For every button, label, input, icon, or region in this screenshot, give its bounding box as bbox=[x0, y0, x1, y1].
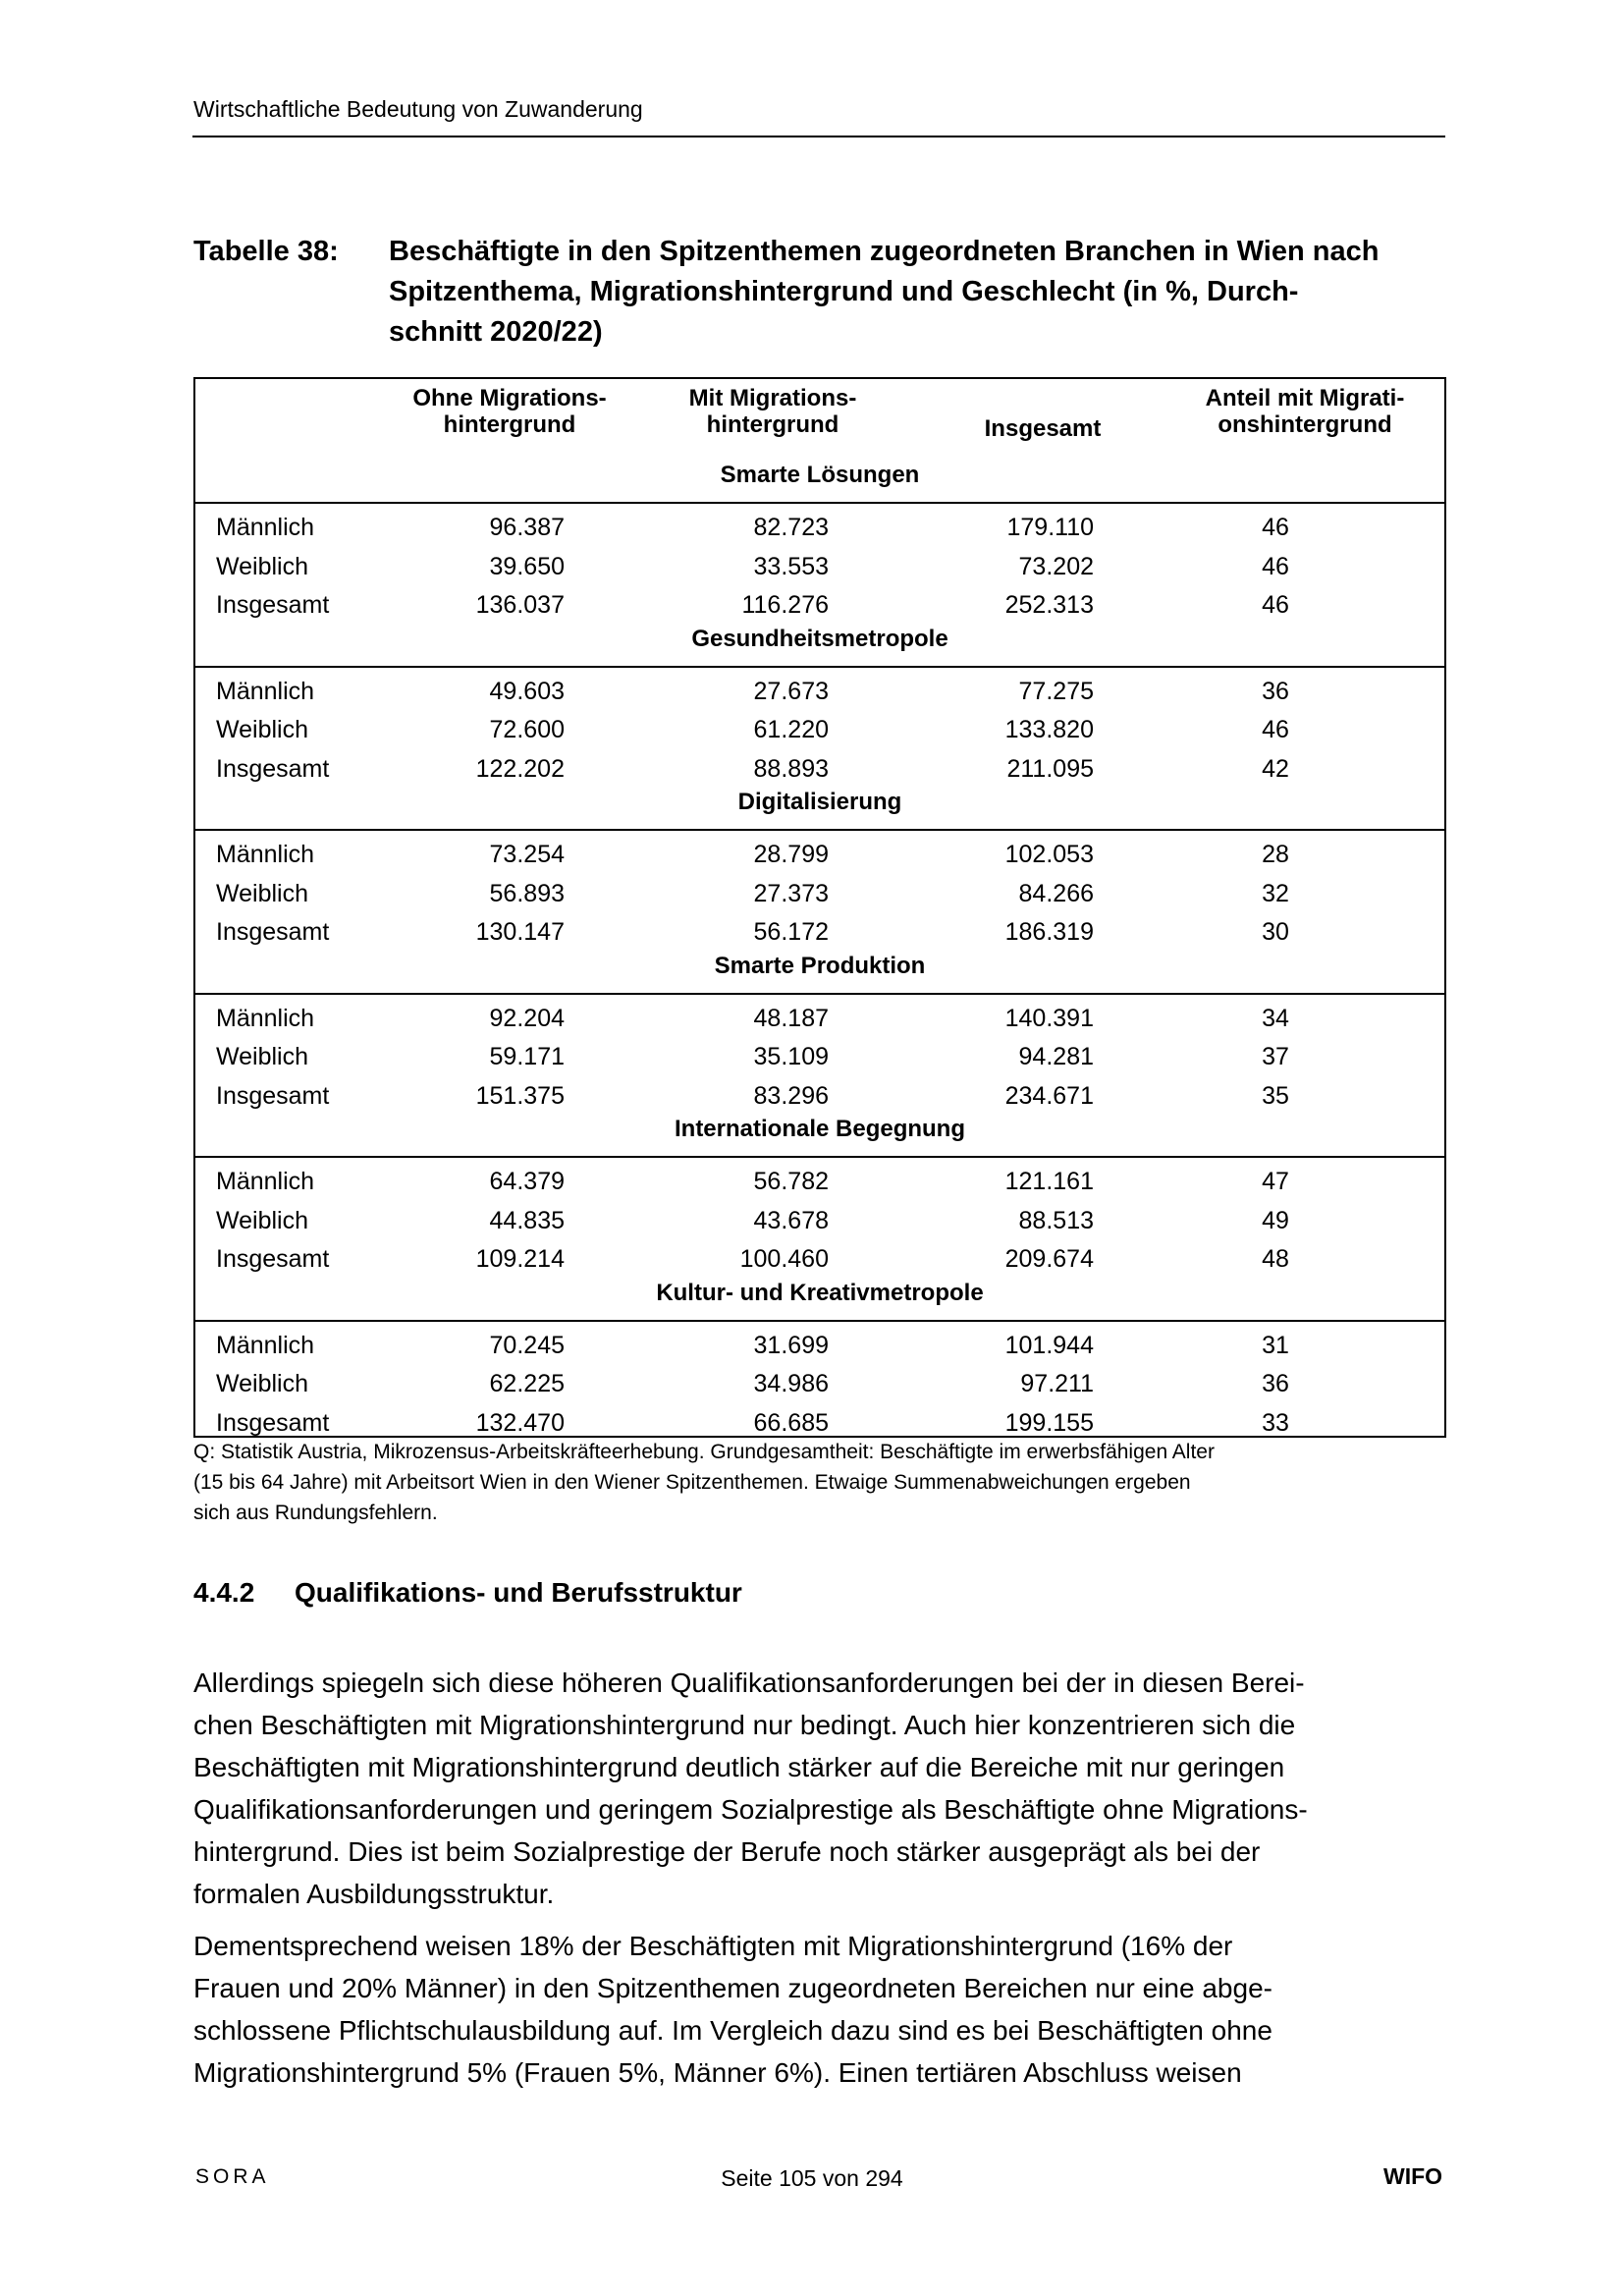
table-cell-insgesamt: 73.202 bbox=[1018, 552, 1094, 580]
table-cell-anteil: 47 bbox=[1262, 1168, 1289, 1195]
table-cell-insgesamt: 101.944 bbox=[1004, 1331, 1094, 1359]
table-cell-anteil: 35 bbox=[1262, 1081, 1289, 1110]
col-header-ohne-l2: hintergrund bbox=[443, 411, 576, 438]
table-cell-anteil: 46 bbox=[1262, 716, 1289, 743]
table-cell-label: Weiblich bbox=[216, 1206, 309, 1234]
table-cell-mit: 27.373 bbox=[753, 879, 829, 907]
col-header-anteil-l2: onshintergrund bbox=[1218, 411, 1392, 438]
table-cell-label: Insgesamt bbox=[216, 918, 330, 946]
table-cell-mit: 43.678 bbox=[753, 1206, 829, 1234]
section-divider bbox=[195, 993, 1444, 995]
table-cell-insgesamt: 102.053 bbox=[1004, 841, 1094, 868]
section-title-row: Digitalisierung bbox=[737, 789, 902, 815]
section-title-row: Internationale Begegnung bbox=[674, 1116, 965, 1142]
table-cell-label: Weiblich bbox=[216, 879, 309, 907]
table-cell-ohne: 49.603 bbox=[489, 677, 565, 705]
table-cell-insgesamt: 133.820 bbox=[1004, 716, 1094, 743]
table-cell-mit: 116.276 bbox=[741, 591, 829, 619]
table-cell-mit: 66.685 bbox=[753, 1408, 829, 1437]
data-table bbox=[193, 377, 1446, 1438]
body-paragraph-2 bbox=[193, 1925, 1446, 2094]
table-cell-label: Insgesamt bbox=[216, 1081, 330, 1110]
table-cell-mit: 33.553 bbox=[753, 552, 829, 580]
table-cell-ohne: 62.225 bbox=[489, 1370, 565, 1397]
table-cell-mit: 100.460 bbox=[739, 1245, 829, 1273]
section-divider bbox=[195, 666, 1444, 668]
footer-page-number: Seite 105 von 294 bbox=[721, 2165, 903, 2191]
table-cell-label: Männlich bbox=[216, 1004, 315, 1032]
col-header-mit-l1: Mit Migrations- bbox=[688, 385, 857, 411]
table-cell-anteil: 33 bbox=[1262, 1408, 1289, 1437]
paragraph-line: Allerdings spiegeln sich diese höheren Qualifikationsanforderungen bei der in diesen Berei- bbox=[193, 1667, 1305, 1698]
table-cell-insgesamt: 84.266 bbox=[1018, 879, 1094, 907]
table-cell-insgesamt: 186.319 bbox=[1004, 918, 1094, 946]
col-header-ohne-l1: Ohne Migrations- bbox=[412, 385, 607, 411]
table-cell-anteil: 36 bbox=[1262, 1370, 1289, 1397]
table-cell-anteil: 31 bbox=[1262, 1331, 1289, 1359]
header-rule bbox=[192, 136, 1445, 137]
table-cell-label: Männlich bbox=[216, 1168, 315, 1195]
col-header-mit-l2: hintergrund bbox=[706, 411, 839, 438]
table-cell-label: Männlich bbox=[216, 677, 315, 705]
table-cell-insgesamt: 140.391 bbox=[1004, 1004, 1094, 1032]
table-cell-anteil: 46 bbox=[1262, 591, 1289, 619]
table-cell-insgesamt: 94.281 bbox=[1018, 1043, 1094, 1070]
table-cell-label: Insgesamt bbox=[216, 754, 330, 783]
table-cell-anteil: 46 bbox=[1262, 552, 1289, 580]
caption-line-2: Spitzenthema, Migrationshintergrund und Geschlecht (in %, Durch- bbox=[389, 276, 1299, 307]
paragraph-line: Qualifikationsanforderungen und geringem Sozialprestige als Beschäftigte ohne Migrations- bbox=[193, 1794, 1308, 1825]
table-cell-mit: 28.799 bbox=[753, 841, 829, 868]
table-cell-label: Weiblich bbox=[216, 552, 309, 580]
table-source-note bbox=[193, 1437, 1446, 1528]
caption-line-1: Beschäftigte in den Spitzenthemen zugeordneten Branchen in Wien nach bbox=[389, 236, 1380, 267]
table-cell-label: Weiblich bbox=[216, 1370, 309, 1397]
body-paragraph-1 bbox=[193, 1662, 1446, 1915]
table-cell-ohne: 96.387 bbox=[489, 514, 565, 541]
paragraph-line: formalen Ausbildungsstruktur. bbox=[193, 1879, 555, 1909]
table-cell-label: Weiblich bbox=[216, 716, 309, 743]
table-cell-label: Insgesamt bbox=[216, 1408, 330, 1437]
caption-label: Tabelle 38: bbox=[193, 236, 339, 267]
table-cell-anteil: 46 bbox=[1262, 514, 1289, 541]
col-header-ohne bbox=[402, 385, 618, 438]
section-divider bbox=[195, 1320, 1444, 1322]
table-cell-anteil: 32 bbox=[1262, 879, 1289, 907]
table-cell-label: Männlich bbox=[216, 841, 315, 868]
table-cell-mit: 31.699 bbox=[753, 1331, 829, 1359]
caption-line-3: schnitt 2020/22) bbox=[389, 316, 603, 348]
table-cell-insgesamt: 199.155 bbox=[1004, 1408, 1094, 1437]
table-cell-anteil: 30 bbox=[1262, 918, 1289, 946]
table-cell-anteil: 42 bbox=[1262, 754, 1289, 783]
section-divider bbox=[195, 829, 1444, 831]
table-cell-insgesamt: 97.211 bbox=[1020, 1370, 1094, 1397]
col-header-anteil bbox=[1177, 385, 1433, 438]
table-cell-insgesamt: 77.275 bbox=[1018, 677, 1094, 705]
col-header-anteil-l1: Anteil mit Migrati- bbox=[1205, 385, 1405, 411]
table-cell-mit: 34.986 bbox=[753, 1370, 829, 1397]
table-cell-mit: 56.782 bbox=[753, 1168, 829, 1195]
table-cell-insgesamt: 211.095 bbox=[1006, 754, 1094, 783]
table-cell-label: Männlich bbox=[216, 1331, 315, 1359]
wifo-logo: WIFO bbox=[1383, 2163, 1443, 2189]
table-cell-insgesamt: 234.671 bbox=[1004, 1081, 1094, 1110]
table-cell-ohne: 39.650 bbox=[489, 552, 565, 580]
table-cell-ohne: 122.202 bbox=[475, 754, 565, 783]
col-header-mit bbox=[665, 385, 881, 438]
table-cell-ohne: 130.147 bbox=[475, 918, 565, 946]
table-cell-ohne: 73.254 bbox=[489, 841, 565, 868]
table-cell-label: Weiblich bbox=[216, 1043, 309, 1070]
table-cell-mit: 27.673 bbox=[753, 677, 829, 705]
section-divider bbox=[195, 1156, 1444, 1158]
table-cell-mit: 48.187 bbox=[753, 1004, 829, 1032]
table-cell-mit: 35.109 bbox=[753, 1043, 829, 1070]
table-cell-label: Insgesamt bbox=[216, 591, 330, 619]
table-cell-mit: 61.220 bbox=[753, 716, 829, 743]
table-cell-anteil: 34 bbox=[1262, 1004, 1289, 1032]
table-cell-anteil: 28 bbox=[1262, 841, 1289, 868]
paragraph-line: Migrationshintergrund 5% (Frauen 5%, Männer 6%). Einen tertiären Abschluss weisen bbox=[193, 2057, 1242, 2088]
table-cell-mit: 88.893 bbox=[753, 754, 829, 783]
paragraph-line: chen Beschäftigten mit Migrationshintergrund nur bedingt. Auch hier konzentrieren sich die bbox=[193, 1710, 1296, 1740]
section-number: 4.4.2 bbox=[193, 1577, 255, 1608]
table-cell-insgesamt: 252.313 bbox=[1004, 591, 1094, 619]
section-title-row: Smarte Produktion bbox=[714, 952, 926, 979]
section-title-row: Gesundheitsmetropole bbox=[691, 625, 948, 652]
paragraph-line: hintergrund. Dies ist beim Sozialprestige der Berufe noch stärker ausgeprägt als bei der bbox=[193, 1836, 1261, 1867]
table-cell-ohne: 44.835 bbox=[489, 1206, 565, 1234]
table-cell-insgesamt: 88.513 bbox=[1018, 1206, 1094, 1234]
section-title: Qualifikations- und Berufsstruktur bbox=[295, 1577, 742, 1608]
table-cell-insgesamt: 179.110 bbox=[1006, 514, 1094, 541]
paragraph-line: Dementsprechend weisen 18% der Beschäftigten mit Migrationshintergrund (16% der bbox=[193, 1931, 1233, 1961]
section-title-row: Kultur- und Kreativmetropole bbox=[656, 1279, 984, 1306]
paragraph-line: Beschäftigten mit Migrationshintergrund deutlich stärker auf die Bereiche mit nur geringen bbox=[193, 1752, 1285, 1782]
section-divider bbox=[195, 502, 1444, 504]
table-cell-anteil: 48 bbox=[1262, 1245, 1289, 1273]
table-cell-label: Insgesamt bbox=[216, 1245, 330, 1273]
paragraph-line: Frauen und 20% Männer) in den Spitzenthemen zugeordneten Bereichen nur eine abge- bbox=[193, 1973, 1272, 2003]
col-header-insgesamt: Insgesamt bbox=[984, 415, 1102, 442]
table-cell-ohne: 136.037 bbox=[475, 591, 565, 619]
table-cell-insgesamt: 121.161 bbox=[1004, 1168, 1094, 1195]
table-cell-ohne: 59.171 bbox=[489, 1043, 565, 1070]
paragraph-line: schlossene Pflichtschulausbildung auf. Im Vergleich dazu sind es bei Beschäftigten ohne bbox=[193, 2015, 1272, 2046]
table-cell-mit: 82.723 bbox=[753, 514, 829, 541]
table-cell-mit: 83.296 bbox=[753, 1081, 829, 1110]
table-cell-insgesamt: 209.674 bbox=[1004, 1245, 1094, 1273]
table-cell-ohne: 72.600 bbox=[489, 716, 565, 743]
table-cell-anteil: 49 bbox=[1262, 1206, 1289, 1234]
running-header: Wirtschaftliche Bedeutung von Zuwanderung bbox=[193, 96, 643, 122]
table-cell-ohne: 64.379 bbox=[489, 1168, 565, 1195]
source-line-3: sich aus Rundungsfehlern. bbox=[193, 1502, 438, 1524]
table-cell-ohne: 109.214 bbox=[475, 1245, 565, 1273]
section-title-row: Smarte Lösungen bbox=[720, 462, 920, 488]
table-cell-label: Männlich bbox=[216, 514, 315, 541]
table-cell-ohne: 151.375 bbox=[475, 1081, 565, 1110]
table-cell-mit: 56.172 bbox=[753, 918, 829, 946]
table-caption bbox=[193, 232, 1446, 353]
table-cell-anteil: 36 bbox=[1262, 677, 1289, 705]
section-heading bbox=[193, 1577, 742, 1609]
table-cell-ohne: 92.204 bbox=[489, 1004, 565, 1032]
table-cell-ohne: 56.893 bbox=[489, 879, 565, 907]
table-cell-ohne: 132.470 bbox=[475, 1408, 565, 1437]
table-cell-ohne: 70.245 bbox=[489, 1331, 565, 1359]
source-line-2: (15 bis 64 Jahre) mit Arbeitsort Wien in den Wiener Spitzenthemen. Etwaige Summenabweichungen ergeben bbox=[193, 1471, 1191, 1494]
footer-left: SORA bbox=[195, 2165, 270, 2188]
table-cell-anteil: 37 bbox=[1262, 1043, 1289, 1070]
source-line-1: Q: Statistik Austria, Mikrozensus-Arbeitskräfteerhebung. Grundgesamtheit: Beschäftigte im erwerbsfähigen Alter bbox=[193, 1441, 1215, 1463]
